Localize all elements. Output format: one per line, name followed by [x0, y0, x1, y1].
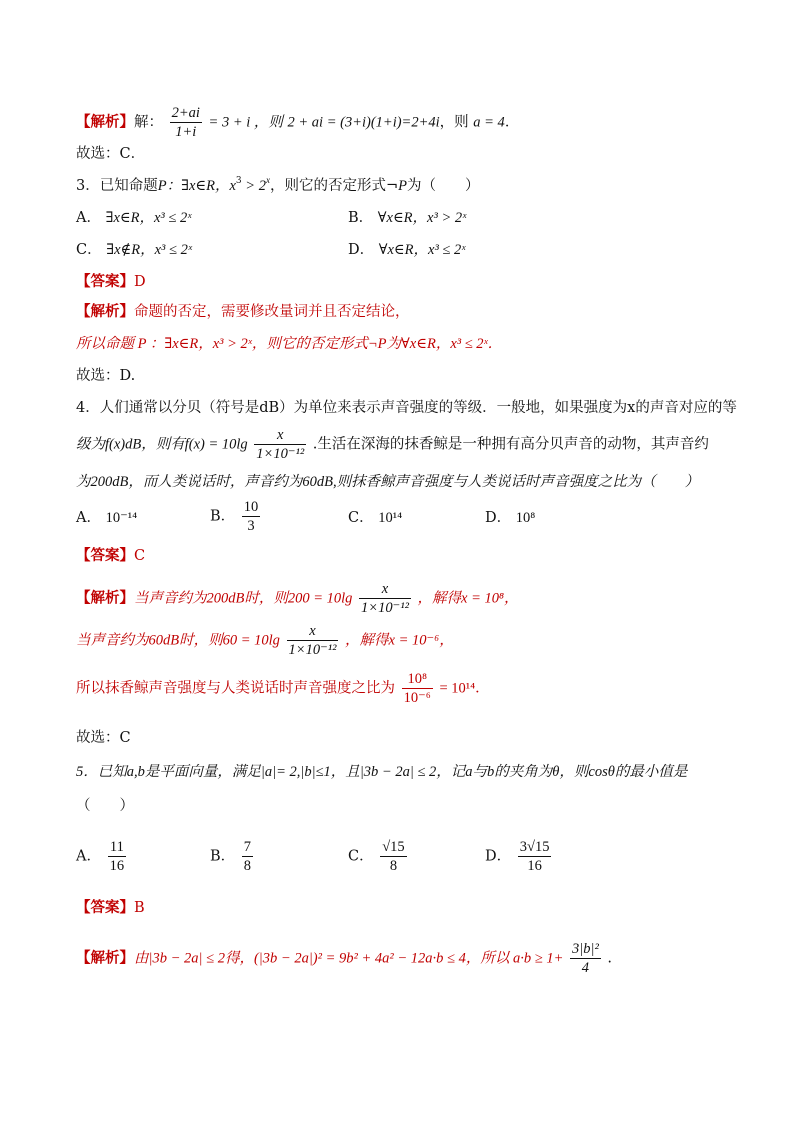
fraction: $\frac{\text{3|b|²}}{4}$: [571, 941, 599, 976]
fraction: $\frac{\text{10⁸}}{\text{10⁻⁶}}$: [403, 671, 431, 706]
q5-option-b: B． $\frac{7}{8}$: [210, 839, 252, 874]
q3-option-d: D． ∀x∈R，x³ ≤ 2ˣ: [348, 242, 466, 258]
q5-analysis: 【解析】由|3b − 2a| ≤ 2得，(|3b − 2a|)² = 9b² + 4a² − 12a·b ≤ 4，所以 a·b ≥ 1+ $\frac{\text{3|b|²}}{4}$ .: [76, 941, 613, 976]
q4-analysis-3: 所以抹香鲸声音强度与人类说话时声音强度之比为 $\frac{\text{10⁸}}{\text{10⁻⁶}}$ = 10¹⁴．: [76, 671, 490, 706]
q4-option-b: B． $\frac{10}{3}$: [210, 499, 259, 534]
fraction: $\frac{x}{\text{1×10⁻¹²}}$: [361, 581, 409, 616]
q4-analysis-1: 【解析】当声音约为200dB时，则200 = 10lg $\frac{x}{\text{1×10⁻¹²}}$ ，解得x = 10⁸，: [76, 581, 519, 616]
q4-option-d: D． 10⁸: [485, 510, 536, 526]
q3-option-c: C． ∃x∉R，x³ ≤ 2ˣ: [76, 242, 192, 258]
q3-option-a: A． ∃x∈R，x³ ≤ 2ˣ: [76, 210, 192, 226]
q2-choice: 故选：C．: [76, 146, 146, 162]
q5-answer: 【答案】B: [76, 900, 145, 916]
q3-choice: 故选：D.: [76, 368, 136, 384]
q4-choice: 故选：C: [76, 730, 131, 746]
q3-stem: 3．已知命题P：∃x∈R，$x^3 > 2^x$，则它的否定形式¬P为（ ）: [76, 175, 480, 194]
q3-analysis-1: 【解析】命题的否定，需要修改量词并且否定结论，: [76, 304, 410, 320]
q5-stem-line1: 5．已知a,b是平面向量，满足|a|= 2,|b|≤1，且|3b − 2a| ≤ 2，记a与b的夹角为θ，则cosθ的最小值是: [76, 764, 688, 780]
q3-answer: 【答案】D: [76, 274, 146, 290]
q5-option-c: C． $\frac{√15}{8}$: [348, 839, 405, 874]
q3-option-b: B． ∀x∈R，x³ > 2ˣ: [348, 210, 467, 226]
q5-stem-line2: （ ）: [76, 798, 134, 814]
q4-option-c: C． 10¹⁴: [348, 510, 403, 526]
q4-option-a: A． 10⁻¹⁴: [76, 510, 138, 526]
analysis-tag: 【解析】: [76, 114, 134, 131]
q3-analysis-2: 所以命题 P ：∃x∈R，x³ > 2ˣ，则它的否定形式¬P为∀x∈R，x³ ≤ 2ˣ．: [76, 336, 503, 352]
fraction: $\frac{x}{\text{1×10⁻¹²}}$: [256, 427, 305, 462]
q4-stem-line2: 级为f(x)dB，则有f(x) = 10lg $\frac{x}{\text{1×10⁻¹²}}$ .生活在深海的抹香鲸是一种拥有高分贝声音的动物，其声音约: [76, 427, 709, 462]
q5-option-d: D． $\frac{3√15}{16}$: [485, 839, 550, 874]
q4-answer: 【答案】C: [76, 548, 146, 564]
q4-stem-line3: 为200dB，而人类说话时，声音约为60dB,则抹香鲸声音强度与人类说话时声音强度之比为（ ）: [76, 474, 700, 490]
q4-stem-line1: 4．人们通常以分贝（符号是dB）为单位来表示声音强度的等级．一般地，如果强度为x的声音对应的等: [76, 400, 737, 416]
fraction: $\frac{2+ai}{1+i}$: [171, 105, 200, 140]
q5-option-a: A． $\frac{11}{16}$: [76, 839, 125, 874]
fraction: $\frac{x}{\text{1×10⁻¹²}}$: [288, 623, 337, 658]
q4-analysis-2: 当声音约为60dB时，则60 = 10lg $\frac{x}{\text{1×10⁻¹²}}$ ，解得x = 10⁻⁶，: [76, 623, 454, 658]
q2-analysis-line: 【解析】解： $\frac{2+ai}{1+i}$ = 3 + i ，则 2 + ai = (3+i)(1+i)=2+4i，则 a = 4．: [76, 105, 520, 140]
